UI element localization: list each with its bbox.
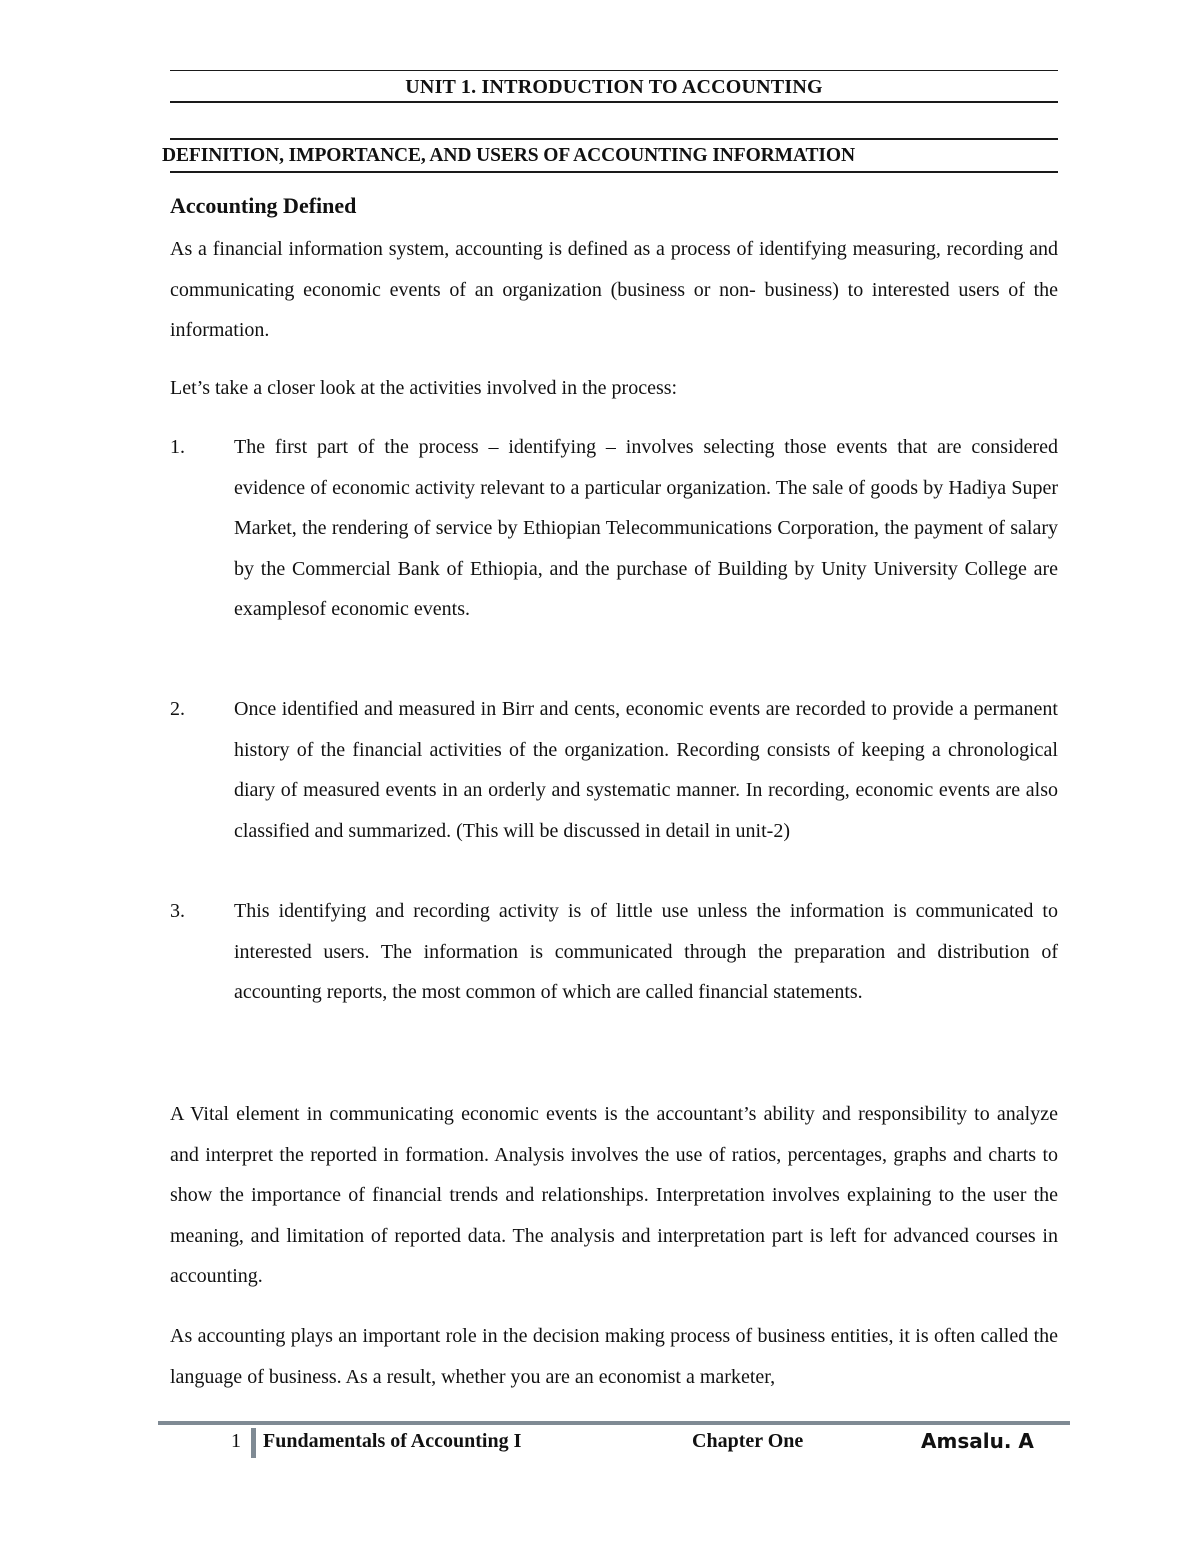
footer-author: Amsalu. A <box>921 1429 1034 1453</box>
subheading-accounting-defined: Accounting Defined <box>170 193 357 218</box>
list-text: Once identified and measured in Birr and cents, economic events are recorded to provide a permanent history of the financial activities of the organization. Recording consists of keeping a chronological diary of measured events in an orderly and systematic manner. In recording, economic events are also classified and summarized. (This will be discussed in detail in unit-2) <box>234 698 1058 842</box>
list-text: This identifying and recording activity is of little use unless the information is communicated to interested users. The information is communicated through the preparation and distribution of accounting reports, the most common of which are called financial statements. <box>234 900 1058 1003</box>
footer-rule <box>158 1421 1070 1425</box>
intro-paragraph: As a financial information system, accounting is defined as a process of identifying measuring, recording and communicating economic events of an organization (business or non- business) to interested users of the information. <box>170 238 1058 341</box>
list-number: 1. <box>170 436 185 458</box>
section-title-overline <box>170 138 1058 140</box>
closing-paragraph: As accounting plays an important role in the decision making process of business entities, it is often called the language of business. As a result, whether you are an economist a marketer, <box>170 1325 1058 1388</box>
footer-page-number: 1 <box>231 1430 241 1452</box>
list-number: 3. <box>170 900 185 922</box>
unit-title: UNIT 1. INTRODUCTION TO ACCOUNTING <box>405 76 823 98</box>
lead-in-paragraph: Let’s take a closer look at the activities involved in the process: <box>170 377 678 399</box>
footer-divider-bar <box>251 1428 256 1458</box>
analysis-paragraph: A Vital element in communicating economic events is the accountant’s ability and responsibility to analyze and interpret the reported in formation. Analysis involves the use of ratios, percentages, graphs and charts to show the importance of financial trends and relationships. Interpretation involves explaining to the user the meaning, and limitation of reported data. The analysis and interpretation part is left for advanced courses in accounting. <box>170 1103 1058 1287</box>
footer-course-title: Fundamentals of Accounting I <box>263 1430 522 1452</box>
top-rule <box>170 70 1058 71</box>
section-title-underline <box>170 171 1058 173</box>
unit-title-underline <box>170 101 1058 103</box>
list-number: 2. <box>170 698 185 720</box>
footer-chapter: Chapter One <box>692 1430 804 1452</box>
list-text: The first part of the process – identifying – involves selecting those events that are considered evidence of economic activity relevant to a particular organization. The sale of goods by Hadiya Super Market, the rendering of service by Ethiopian Telecommunications Corporation, the payment of salary by the Commercial Bank of Ethiopia, and the purchase of Building by Unity University College are examplesof economic events. <box>234 436 1058 620</box>
section-title: DEFINITION, IMPORTANCE, AND USERS OF ACCOUNTING INFORMATION <box>162 145 855 166</box>
